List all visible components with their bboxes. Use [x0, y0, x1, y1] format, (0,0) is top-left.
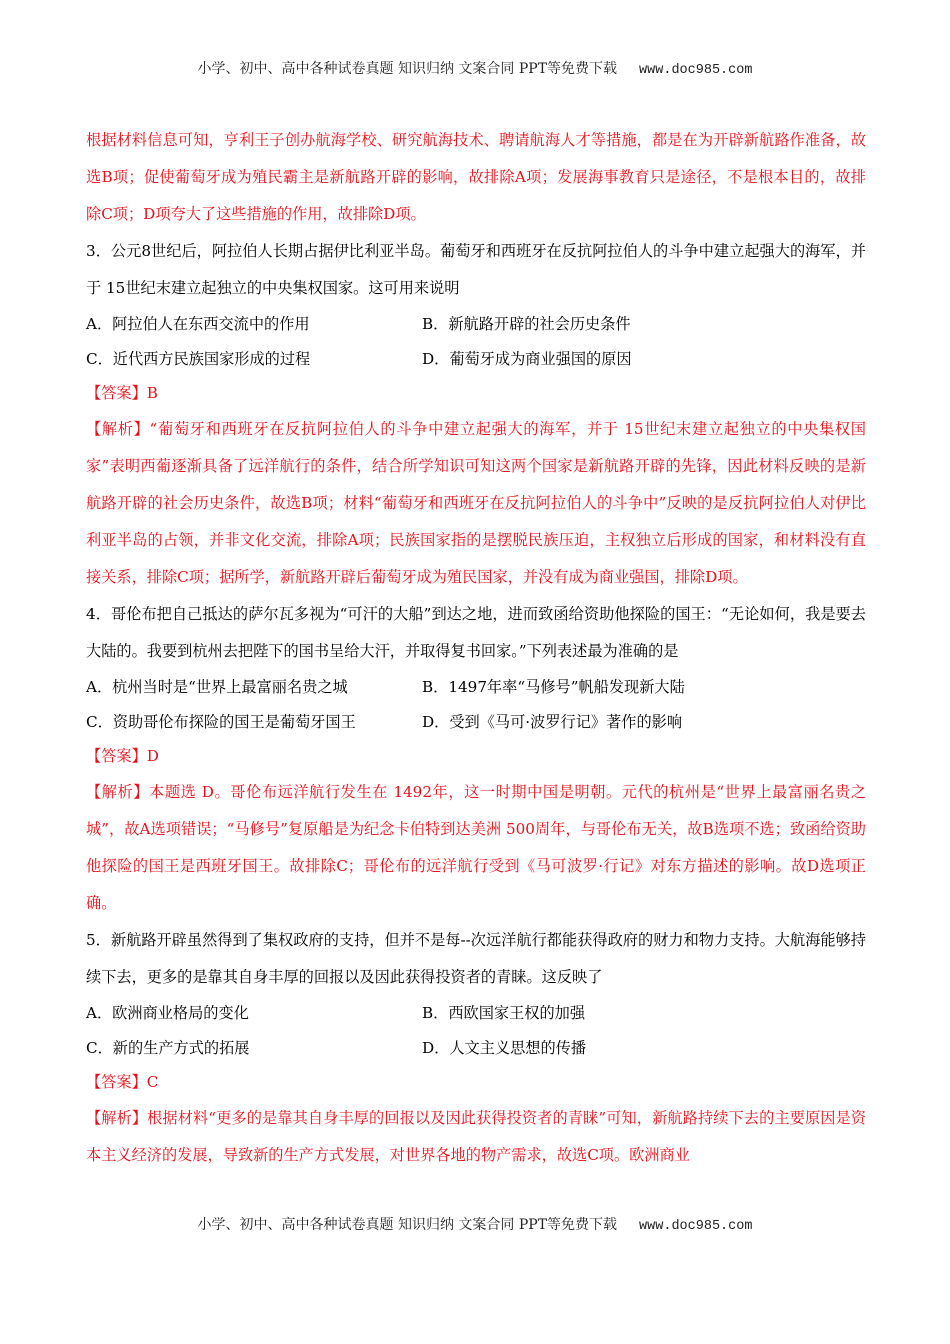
header-text: 小学、初中、高中各种试卷真题 知识归纳 文案合同 PPT等免费下载: [197, 61, 618, 77]
question-4: [86, 596, 866, 922]
document-body: [86, 122, 866, 1174]
footer-site: www.doc985.com: [639, 1219, 753, 1234]
page-footer: [0, 1214, 950, 1234]
analysis-text: 【解析】根据材料“更多的是靠其自身丰厚的回报以及因此获得投资者的青睐”可知，新航路持续下去的主要原因是资本主义经济的发展，导致新的生产方式发展，对世界各地的物产需求，故选C项。欧洲商业: [86, 1109, 866, 1164]
option-d: D．葡萄牙成为商业强国的原因: [422, 349, 632, 368]
answer-label: 【答案】D: [86, 747, 159, 765]
option-grid: [86, 670, 866, 739]
option-b: B．西欧国家王权的加强: [422, 1004, 586, 1022]
footer-text: 小学、初中、高中各种试卷真题 知识归纳 文案合同 PPT等免费下载: [197, 1217, 618, 1233]
option-a: A．欧洲商业格局的变化: [86, 1004, 249, 1022]
option-a: A．阿拉伯人在东西交流中的作用: [86, 315, 310, 333]
analysis-text: 【解析】“葡萄牙和西班牙在反抗阿拉伯人的斗争中建立起强大的海军，并于 15世纪末建立起独立的中央集权国家”表明西葡逐渐具备了远洋航行的条件，结合所学知识可知这两个国家是新航路开辟的先锋，因此材料反映的是新航路开辟的社会历史条件，故选B项；材料“葡萄牙和西班牙在反抗阿拉伯人的斗争中”反映的是反抗阿拉伯人对伊比利亚半岛的占领，并非文化交流，排除A项；民族国家指的是摆脱民族压迫，主权独立后形成的国家，和材料没有直接关系，排除C项；据所学，新航路开辟后葡萄牙成为殖民国家，并没有成为商业强国，排除D项。: [86, 420, 866, 586]
question-3: [86, 233, 866, 596]
option-c: C．新的生产方式的拓展: [86, 1038, 250, 1057]
analysis-text: 【解析】本题选 D。哥伦布远洋航行发生在 1492年，这一时期中国是明朝。元代的杭州是“世界上最富丽名贵之城”，故A选项错误；“马修号”复原船是为纪念卡伯特到达美洲 500周年，与哥伦布无关，故B选项不选；致函给资助他探险的国王是西班牙国王。故排除C；哥伦布的远洋航行受到《马可波罗·行记》对东方描述的影响。故D选项正确。: [86, 783, 866, 912]
option-grid: [86, 996, 866, 1065]
question-5: [86, 922, 866, 1174]
answer-label: 【答案】C: [86, 1073, 159, 1091]
option-b: B．1497年率“马修号”帆船发现新大陆: [422, 678, 685, 696]
option-a: A．杭州当时是“世界上最富丽名贵之城: [86, 678, 348, 696]
question-stem: 3．公元8世纪后，阿拉伯人长期占据伊比利亚半岛。葡萄牙和西班牙在反抗阿拉伯人的斗争中建立起强大的海军，并于 15世纪末建立起独立的中央集权国家。这可用来说明: [86, 242, 866, 297]
page-header: [0, 58, 950, 78]
answer-label: 【答案】B: [86, 384, 158, 402]
option-d: D．人文主义思想的传播: [422, 1038, 587, 1057]
option-d: D．受到《马可·波罗行记》著作的影响: [422, 712, 683, 731]
option-b: B．新航路开辟的社会历史条件: [422, 315, 631, 333]
question-stem: 5．新航路开辟虽然得到了集权政府的支持，但并不是每--次远洋航行都能获得政府的财力和物力支持。大航海能够持续下去，更多的是靠其自身丰厚的回报以及因此获得投资者的青睐。这反映了: [86, 931, 866, 986]
option-c: C．资助哥伦布探险的国王是葡萄牙国王: [86, 712, 356, 731]
option-grid: [86, 307, 866, 376]
header-site: www.doc985.com: [639, 63, 753, 78]
question-stem: 4．哥伦布把自己抵达的萨尔瓦多视为“可汗的大船”到达之地，进而致函给资助他探险的国王：“无论如何，我是要去大陆的。我要到杭州去把陛下的国书呈给大汗，并取得复书回家。”下列表述最为准确的是: [86, 605, 866, 660]
intro-analysis: 根据材料信息可知，亨利王子创办航海学校、研究航海技术、聘请航海人才等措施，都是在为开辟新航路作准备，故选B项；促使葡萄牙成为殖民霸主是新航路开辟的影响，故排除A项；发展海事教育只是途径，不是根本目的，故排除C项；D项夸大了这些措施的作用，故排除D项。: [86, 131, 866, 223]
option-c: C．近代西方民族国家形成的过程: [86, 349, 311, 368]
